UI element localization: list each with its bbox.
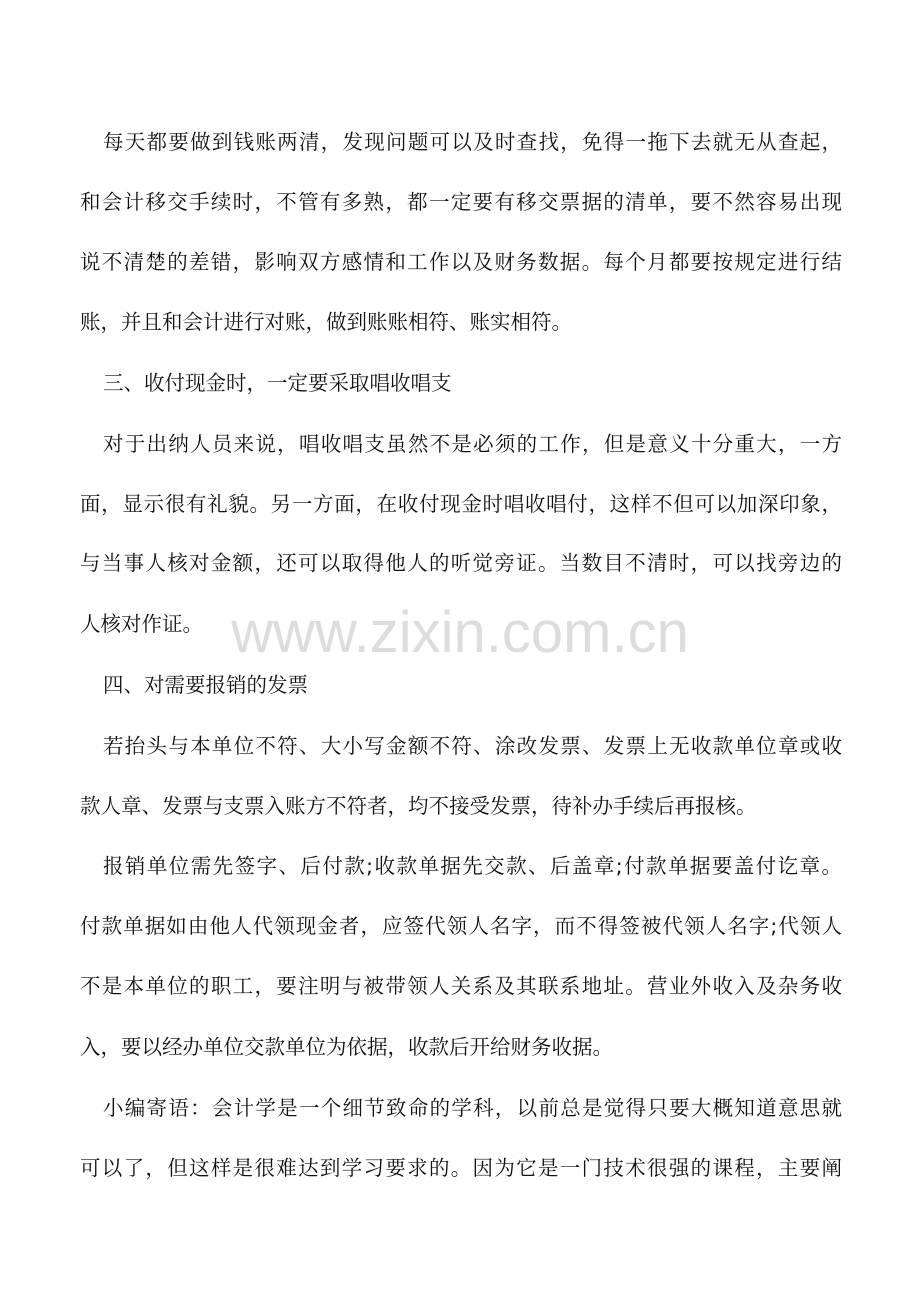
section-heading: 三、收付现金时，一定要采取唱收唱支 — [103, 371, 452, 395]
paragraph-line: 与当事人核对金额，还可以取得他人的听觉旁证。当数目不清时，可以找旁边的 — [80, 551, 842, 575]
paragraph-line: 小编寄语：会计学是一个细节致命的学科，以前总是觉得只要大概知道意思就 — [103, 1096, 842, 1120]
paragraph-line: 账，并且和会计进行对账，做到账账相符、账实相符。 — [80, 310, 572, 334]
paragraph-line: 人核对作证。 — [80, 612, 203, 636]
paragraph-line: 可以了，但这样是很难达到学习要求的。因为它是一门技术很强的课程，主要阐 — [80, 1156, 842, 1180]
paragraph-line: 付款单据如由他人代领现金者，应签代领人名字，而不得签被代领人名字;代领人 — [80, 914, 842, 938]
paragraph-line: 不是本单位的职工，要注明与被带领人关系及其联系地址。营业外收入及杂务收 — [80, 974, 842, 998]
paragraph-line: 和会计移交手续时，不管有多熟，都一定要有移交票据的清单，要不然容易出现 — [80, 190, 842, 214]
paragraph-line: 报销单位需先签字、后付款;收款单据先交款、后盖章;付款单据要盖付讫章。 — [103, 854, 842, 878]
paragraph-line: 每天都要做到钱账两清，发现问题可以及时查找，免得一拖下去就无从查起， — [103, 130, 842, 154]
paragraph-line: 款人章、发票与支票入账方不符者，均不接受发票，待补办手续后再报核。 — [80, 794, 757, 818]
paragraph-line: 若抬头与本单位不符、大小写金额不符、涂改发票、发票上无收款单位章或收 — [103, 734, 842, 758]
paragraph-line: 面，显示很有礼貌。另一方面，在收付现金时唱收唱付，这样不但可以加深印象， — [80, 492, 842, 516]
paragraph-line: 入，要以经办单位交款单位为依据，收款后开给财务收据。 — [80, 1035, 613, 1059]
paragraph-line: 对于出纳人员来说，唱收唱支虽然不是必须的工作，但是意义十分重大，一方 — [103, 432, 842, 456]
section-heading: 四、对需要报销的发票 — [103, 673, 308, 697]
watermark: www.zixin.com.cn — [231, 600, 689, 665]
paragraph-line: 说不清楚的差错，影响双方感情和工作以及财务数据。每个月都要按规定进行结 — [80, 250, 842, 274]
